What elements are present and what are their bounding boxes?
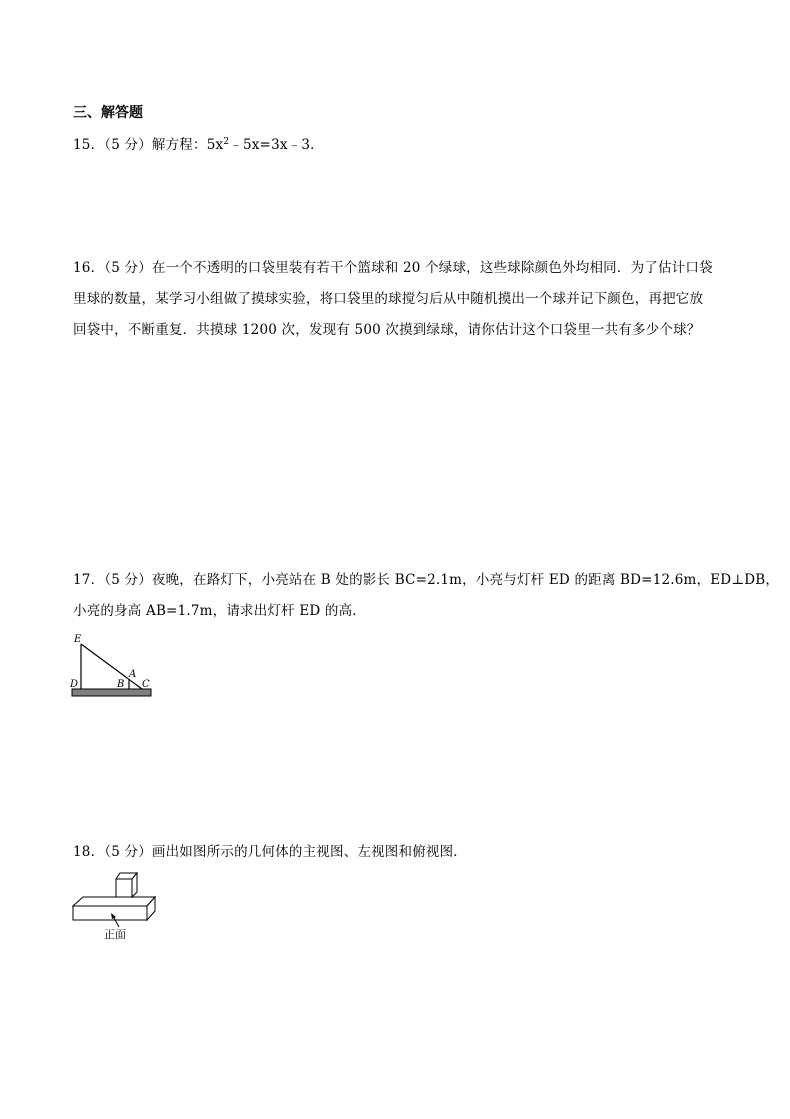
question-18: 18．（5 分）画出如图所示的几何体的主视图、左视图和俯视图． bbox=[73, 844, 468, 860]
question-17-line-1: 17．（5 分）夜晚，在路灯下，小亮站在 B 处的影长 BC=2.1m，小亮与灯杆 ED 的距离 BD=12.6m，ED⊥DB， bbox=[73, 572, 780, 588]
base-top-face bbox=[73, 897, 155, 906]
question-15 bbox=[73, 130, 324, 161]
cube-front-face bbox=[116, 879, 132, 897]
question-15-exponent: 2 bbox=[223, 137, 230, 147]
front-label: 正面 bbox=[104, 928, 126, 941]
label-D: D bbox=[70, 679, 79, 690]
question-15-prefix: 15．（5 分）解方程：5x bbox=[73, 137, 224, 153]
question-16-line-3: 回袋中，不断重复．共摸球 1200 次，发现有 500 次摸到绿球，请你估计这个口袋里一共有多少个球？ bbox=[73, 322, 701, 338]
question-16-line-2: 里球的数量，某学习小组做了摸球实验，将口袋里的球搅匀后从中随机摸出一个球并记下颜色，再把它放 bbox=[73, 291, 704, 307]
question-18-figure bbox=[66, 868, 162, 944]
question-16 bbox=[73, 253, 713, 346]
label-C: C bbox=[142, 679, 150, 690]
question-15-suffix: ﹣5x=3x﹣3． bbox=[229, 137, 324, 153]
light-ray-line bbox=[81, 644, 142, 689]
label-B: B bbox=[117, 679, 125, 690]
ground-bar bbox=[72, 689, 151, 696]
base-front-face bbox=[73, 906, 147, 920]
question-16-line-1: 16．（5 分）在一个不透明的口袋里装有若干个篮球和 20 个绿球，这些球除颜色外均相同．为了估计口袋 bbox=[73, 260, 713, 276]
question-17 bbox=[73, 565, 779, 627]
label-E: E bbox=[74, 634, 82, 645]
label-A: A bbox=[129, 669, 137, 680]
question-17-figure bbox=[66, 630, 158, 702]
section-title: 三、解答题 bbox=[73, 105, 143, 121]
question-17-line-2: 小亮的身高 AB=1.7m，请求出灯杆 ED 的高． bbox=[73, 603, 367, 619]
